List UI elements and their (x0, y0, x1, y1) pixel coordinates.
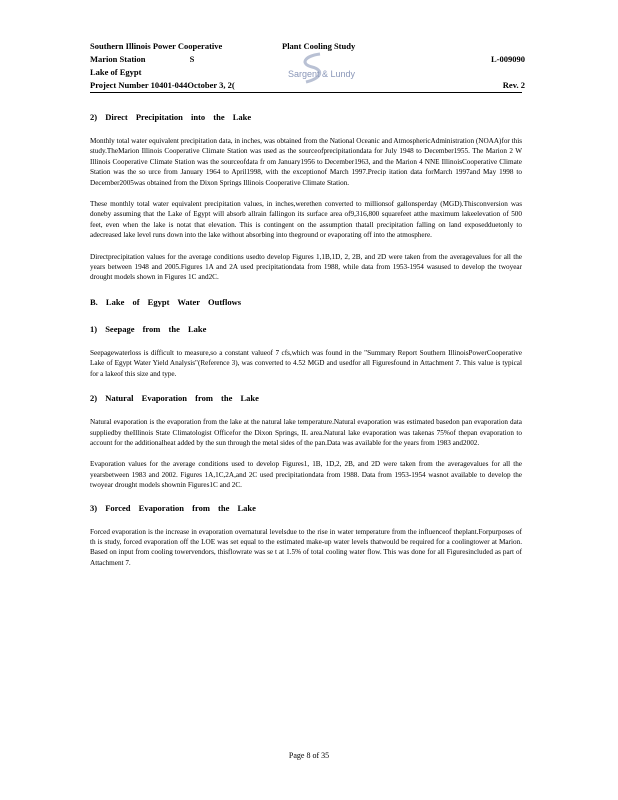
header-project: Project Number 10401-044October 3, 2( (90, 80, 235, 90)
logo-text: Sargent & Lundy (288, 69, 356, 79)
header-doc-number: L-009090 (491, 54, 525, 64)
paragraph-seepage: Seepagewaterloss is difficult to measure,so a constant valueof 7 cfs,which was found in the "Summary Report Southern IllinoisPowerCooperative Lake of Egypt Water Yield Analysis"(Reference 3), was converted to 4.52 MGD and usedfor all Figuresfound in Attachment 7. This value is typical for a lakeof this size and type. (90, 348, 522, 378)
header-station-extra: S (189, 54, 195, 64)
header-company: Southern Illinois Power Cooperative (90, 41, 223, 51)
header-lake: Lake of Egypt (90, 67, 142, 77)
paragraph-forced-evaporation: Forced evaporation is the increase in evaporation overnatural levelsdue to the rise in water temperature from the influenceof theplant.Forpurposes of th is study, forced evaporation off the LOE was set equal to the estimated make-up water levels thatwould be required for a coolingtower at Marion. Based on input from cooling towervendors, thisflowrate was se t at 1.5% of total cooling water flow. This was done for all Figuresincluded as part of Attachment 7. (90, 527, 522, 567)
section-heading-natural-evaporation: 2) Natural Evaporation from the Lake (90, 393, 259, 404)
paragraph-precip-conversion: These monthly total water equivalent precipitation values, in inches,werethen converted to millionsof gallonsperday (MGD).Thisconversion was doneby assuming that the Lake of Egypt will absorb allrain fallingon its surface area of9,316,800 squarefeet atthe maximum lakeelevation of 500 feet, even when the lake is notat that elevation. This is contingent on the assumption thatall precipitation falling on land exposedduetonly to adecreased lake level runs down into the lake without absorbing into theground or evaporating off into the atmosphere. (90, 200, 522, 240)
page-number: Page 8 of 35 (288, 751, 330, 760)
company-logo (282, 50, 397, 88)
section-heading-direct-precipitation: 2) Direct Precipitation into the Lake (90, 112, 252, 122)
header-station: Marion Station (90, 54, 146, 64)
header-divider (90, 92, 522, 93)
paragraph-precip-source: Monthly total water equivalent precipitation data, in inches, was obtained from the National Oceanic and AtmosphericAdministration (NOAA)for this study.TheMarion Illinois Cooperative Climate Station was used as the sourceofprecipitationdata for July 1948 to December1955. The Marion 2 W Illinois Cooperative Climate Station was the sourceofdata fr om January1956 to December1963, and the Marion 4 NNE IllinoisCooperative Climate Station was the so urce from January 1964 to April1998, with the exceptionof March 1997.Precip itation data forMarch 1997and May 1998 to December2005was obtained from the Dixon Springs Illinois Cooperative Climate Station. (90, 137, 522, 187)
section-heading-forced-evaporation: 3) Forced Evaporation from the Lake (90, 502, 256, 513)
header-revision: Rev. 2 (502, 80, 525, 90)
paragraph-evaporation-figures: Evaporation values for the average conditions used to develop Figures1, 1B, 1D,2, 2B, and 2D were taken from the averagevalues for all the yearsbetween 1983 and 2002. Figures 1A,1C,2A,and 2C used precipitationdata from 1988. Data from 1953-1954 wasnot available to develop the twoyear drought models shownin Figures1C and 2C. (90, 460, 522, 490)
section-heading-outflows: B. Lake of Egypt Water Outflows (90, 296, 242, 307)
header-study-title: Plant Cooling Study (282, 41, 356, 51)
paragraph-natural-evaporation: Natural evaporation is the evaporation from the lake at the natural lake temperature.Natural evaporation was estimated basedon pan evaporation data suppliedby theIllinois State Climatologist Officefor the Dixon Springs, IL area.Natural lake evaporation was takenas 75%of thepan evaporation to account for the additionalheat added by the sun through the metal sides of the pan.Data was available for the years from 1983 and2002. (90, 418, 522, 447)
section-heading-seepage: 1) Seepage from the Lake (90, 323, 207, 334)
header-right-block (455, 54, 525, 93)
document-body (90, 112, 522, 579)
paragraph-precip-figures: Directprecipitation values for the average conditions usedto develop Figures 1,1B,1D, 2, 2B, and 2D were taken from the averagevalues for all the years between 1948 and 2005.Figures 1A and 2A used precipitationdata from 1988, while data from 1953-1954 wasused to develop the twoyear drought models shown in Figures 1C and2C. (90, 252, 522, 282)
